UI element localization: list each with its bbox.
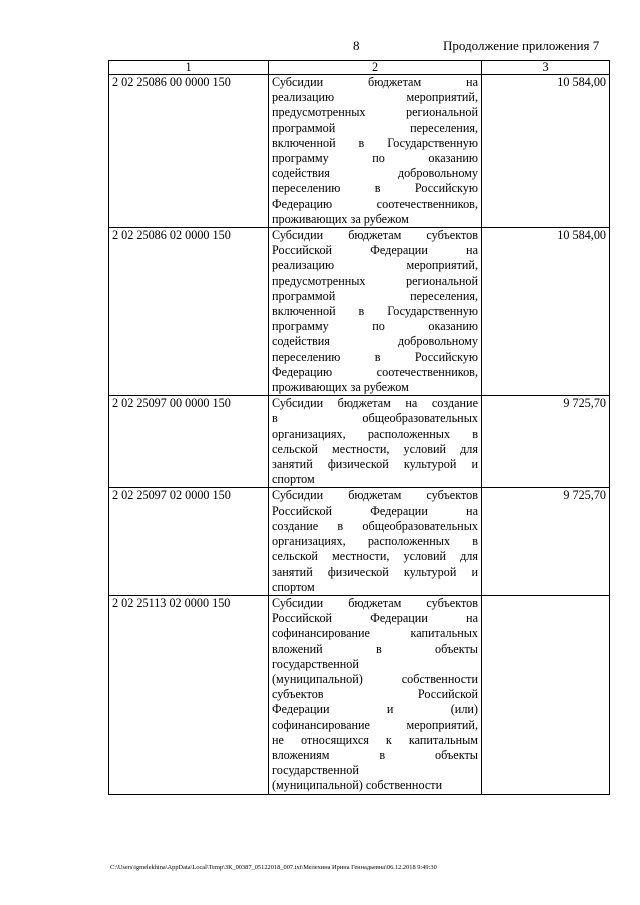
description-cell bbox=[269, 228, 482, 396]
description-line: предусмотренных региональной bbox=[272, 273, 478, 288]
column-header-1: 1 bbox=[109, 61, 269, 75]
description-line: Российской Федерации на bbox=[272, 611, 478, 626]
description-line: реализацию мероприятий, bbox=[272, 258, 478, 273]
description-cell bbox=[269, 396, 482, 488]
amount-cell: 9 725,70 bbox=[482, 488, 610, 595]
description-line: создание в общеобразовательных bbox=[272, 518, 478, 533]
table-row bbox=[109, 75, 610, 228]
description-line: включенной в Государственную bbox=[272, 135, 478, 150]
page-number: 8 bbox=[353, 38, 360, 53]
description-line: Российской Федерации на bbox=[272, 503, 478, 518]
description-line: программу по оказанию bbox=[272, 319, 478, 334]
budget-table bbox=[108, 60, 610, 795]
description-line: содействия добровольному bbox=[272, 166, 478, 181]
description-line: вложениям в объекты bbox=[272, 747, 478, 762]
description-line: содействия добровольному bbox=[272, 334, 478, 349]
description-line: программой переселения, bbox=[272, 120, 478, 135]
description-line: реализацию мероприятий, bbox=[272, 90, 478, 105]
description-line: не относящихся к капитальным bbox=[272, 732, 478, 747]
description-line: Субсидии бюджетам на создание bbox=[272, 396, 478, 411]
description-line: сельской местности, условий для bbox=[272, 549, 478, 564]
table-row bbox=[109, 488, 610, 595]
amount-cell: 9 725,70 bbox=[482, 396, 610, 488]
description-cell bbox=[269, 595, 482, 794]
description-line: проживающих за рубежом bbox=[272, 211, 409, 226]
description-line: Субсидии бюджетам на bbox=[272, 75, 478, 89]
table-row bbox=[109, 595, 610, 794]
continuation-title: Продолжение приложения 7 bbox=[443, 38, 600, 53]
description-line: включенной в Государственную bbox=[272, 304, 478, 319]
description-line: сельской местности, условий для bbox=[272, 441, 478, 456]
table-row bbox=[109, 396, 610, 488]
description-line: Российской Федерации на bbox=[272, 243, 478, 258]
amount-cell bbox=[482, 595, 610, 794]
budget-code-cell: 2 02 25086 00 0000 150 bbox=[109, 75, 269, 228]
description-line: государственной bbox=[272, 656, 359, 671]
description-line: софинансирование капитальных bbox=[272, 626, 478, 641]
description-line: Субсидии бюджетам субъектов bbox=[272, 595, 478, 610]
description-line: предусмотренных региональной bbox=[272, 105, 478, 120]
budget-code-cell: 2 02 25097 00 0000 150 bbox=[109, 396, 269, 488]
budget-code-cell: 2 02 25113 02 0000 150 bbox=[109, 595, 269, 794]
description-line: программу по оказанию bbox=[272, 151, 478, 166]
description-line: переселению в Российскую bbox=[272, 349, 478, 364]
description-line: Федерацию соотечественников, bbox=[272, 364, 478, 379]
budget-code-cell: 2 02 25086 02 0000 150 bbox=[109, 228, 269, 396]
description-line: проживающих за рубежом bbox=[272, 380, 409, 395]
description-line: спортом bbox=[272, 472, 315, 487]
description-line: занятий физической культурой и bbox=[272, 457, 478, 472]
table-row bbox=[109, 228, 610, 396]
description-line: Федерации и (или) bbox=[272, 702, 478, 717]
description-line: программой переселения, bbox=[272, 288, 478, 303]
amount-cell: 10 584,00 bbox=[482, 75, 610, 228]
description-line: организациях, расположенных в bbox=[272, 426, 478, 441]
amount-cell: 10 584,00 bbox=[482, 228, 610, 396]
description-line: государственной bbox=[272, 763, 359, 778]
budget-code-cell: 2 02 25097 02 0000 150 bbox=[109, 488, 269, 595]
file-path-footer: C:\Users\igmelekhina\AppData\Local\Temp\ЗК_00387_05122018_007.txt\Мелехина Ирина Геннадьевна\06.12.2018 9:49:30 bbox=[110, 864, 437, 871]
description-line: субъектов Российской bbox=[272, 687, 478, 702]
description-line: вложений в объекты bbox=[272, 641, 478, 656]
table-header-row bbox=[109, 61, 610, 75]
description-line: спортом bbox=[272, 579, 315, 594]
description-line: (муниципальной) собственности bbox=[272, 671, 478, 686]
description-cell bbox=[269, 488, 482, 595]
description-line: в общеобразовательных bbox=[272, 411, 478, 426]
description-line: занятий физической культурой и bbox=[272, 564, 478, 579]
description-cell bbox=[269, 75, 482, 228]
description-line: организациях, расположенных в bbox=[272, 534, 478, 549]
description-line: Федерацию соотечественников, bbox=[272, 196, 478, 211]
description-line: (муниципальной) собственности bbox=[272, 778, 443, 793]
description-line: переселению в Российскую bbox=[272, 181, 478, 196]
description-line: Субсидии бюджетам субъектов bbox=[272, 228, 478, 243]
description-line: софинансирование мероприятий, bbox=[272, 717, 478, 732]
column-header-3: 3 bbox=[482, 61, 610, 75]
column-header-2: 2 bbox=[269, 61, 482, 75]
description-line: Субсидии бюджетам субъектов bbox=[272, 488, 478, 503]
